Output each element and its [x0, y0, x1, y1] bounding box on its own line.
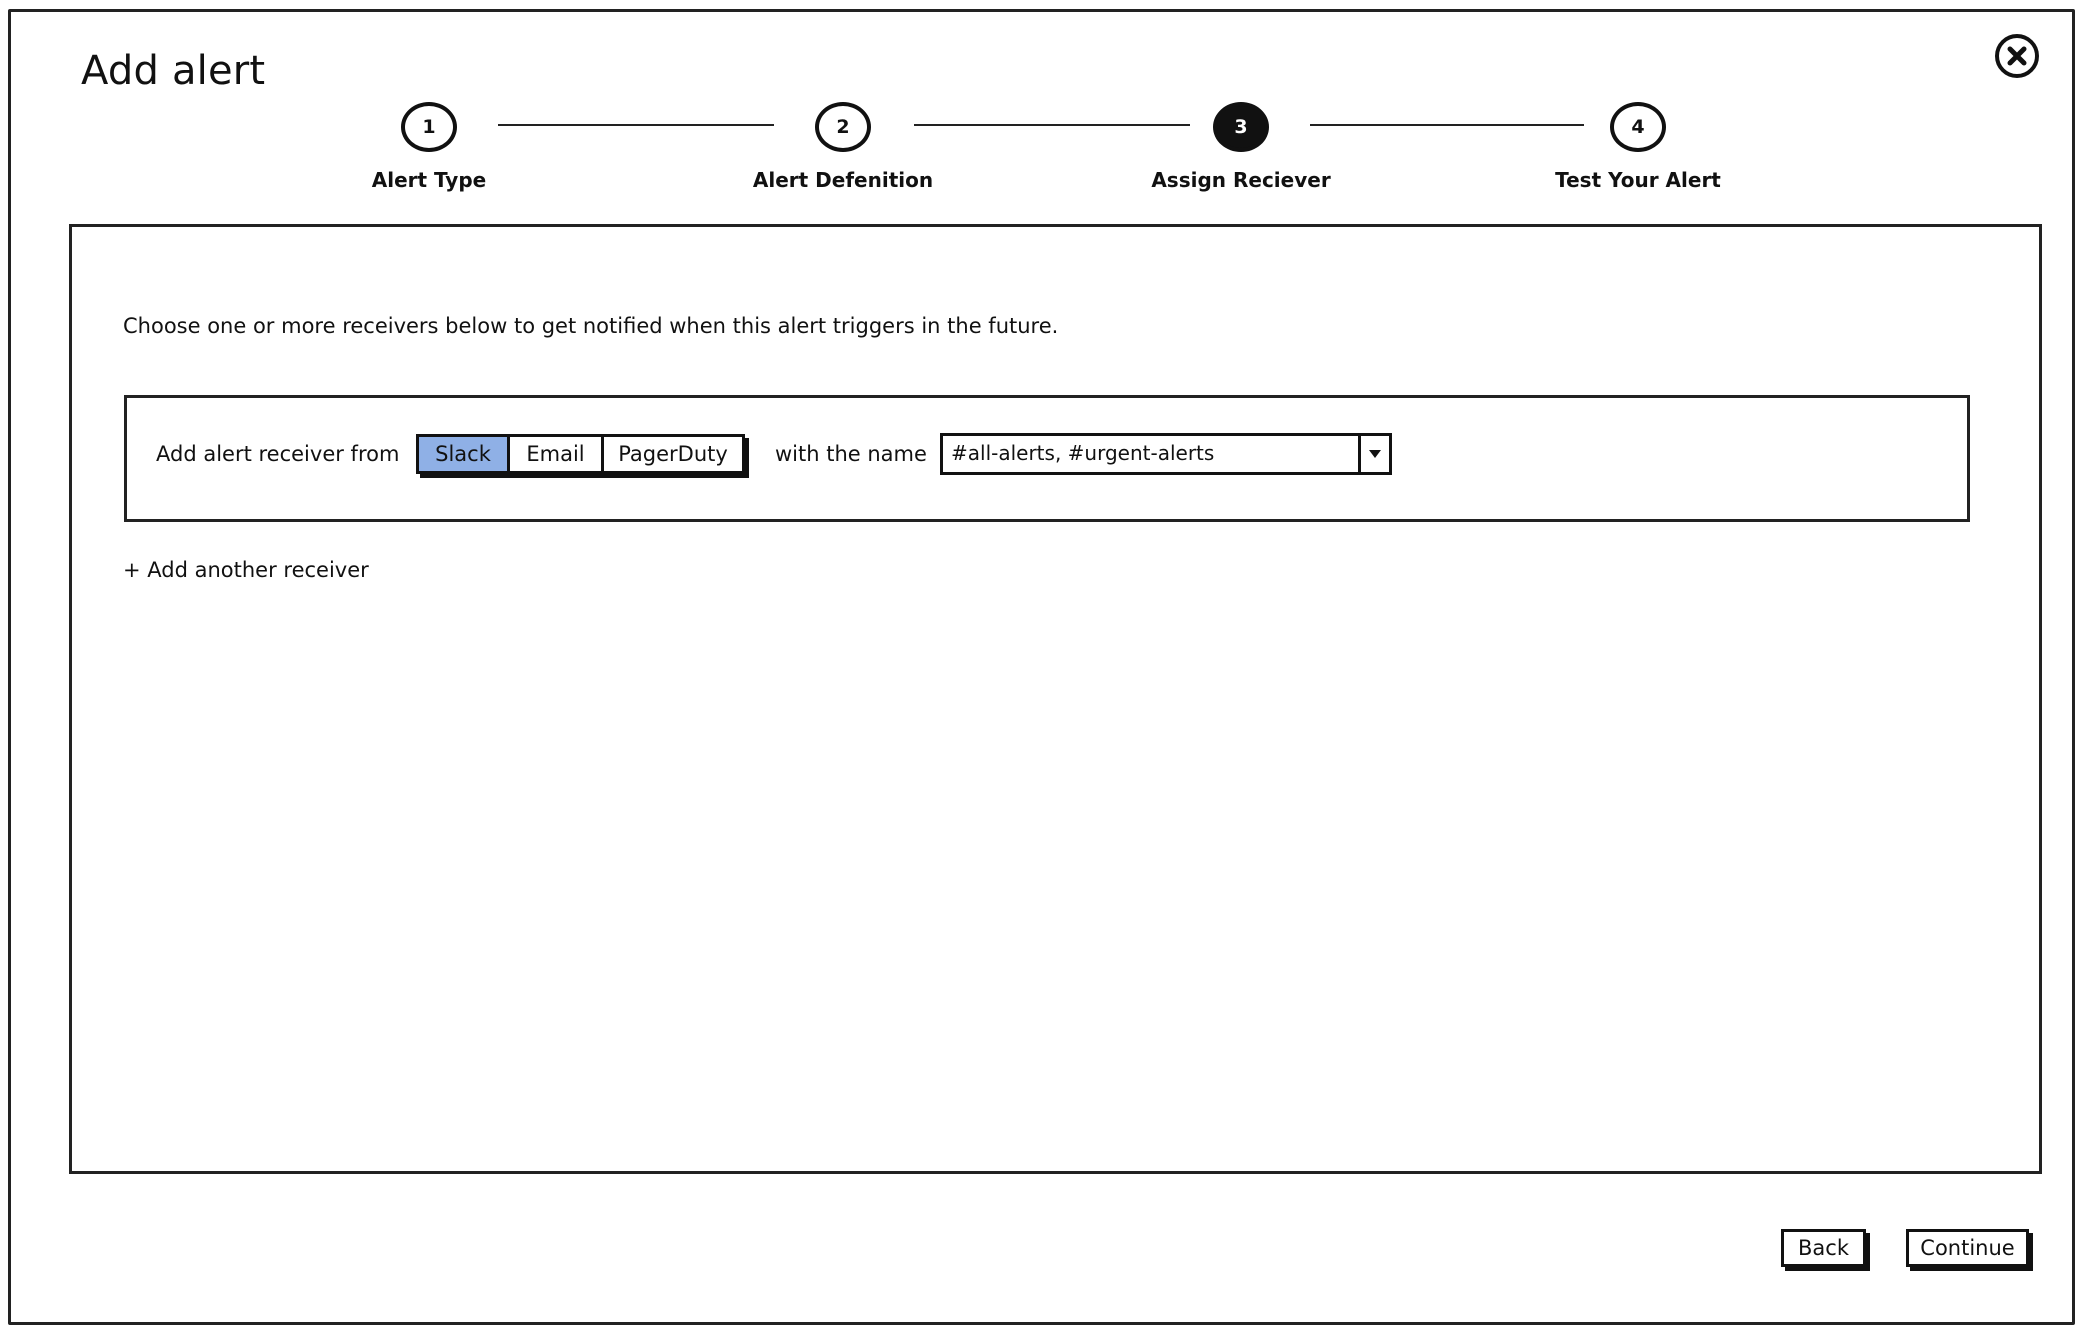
back-button[interactable]: Back: [1781, 1229, 1866, 1267]
step-2[interactable]: [733, 102, 953, 192]
continue-button[interactable]: Continue: [1906, 1229, 2029, 1267]
step-number-badge: 3: [1213, 102, 1269, 152]
source-option-slack[interactable]: Slack: [419, 437, 510, 471]
instructions-text: Choose one or more receivers below to get notified when this alert triggers in the future.: [123, 314, 1059, 338]
step-label: Alert Defenition: [752, 168, 934, 192]
receiver-source-selector: [416, 434, 745, 474]
source-option-pagerduty[interactable]: PagerDuty: [604, 437, 742, 471]
step-1[interactable]: [319, 102, 539, 192]
step-number-badge: 2: [815, 102, 871, 152]
source-option-email[interactable]: Email: [510, 437, 604, 471]
close-icon: [2006, 45, 2028, 67]
step-label: Assign Reciever: [1151, 168, 1331, 192]
close-button[interactable]: [1995, 34, 2039, 78]
dropdown-button[interactable]: [1358, 436, 1389, 472]
receiver-source-label: Add alert receiver from: [156, 442, 400, 466]
step-label: Alert Type: [371, 168, 487, 192]
receiver-name-combobox[interactable]: [940, 433, 1392, 475]
add-another-receiver-link[interactable]: + Add another receiver: [123, 558, 369, 582]
content-panel: [69, 224, 2042, 1174]
step-number-badge: 1: [401, 102, 457, 152]
step-3[interactable]: [1131, 102, 1351, 192]
receiver-name-label: with the name: [775, 442, 927, 466]
step-label: Test Your Alert: [1555, 168, 1721, 192]
dialog-title: Add alert: [81, 48, 266, 94]
step-number-badge: 4: [1610, 102, 1666, 152]
receiver-name-value[interactable]: #all-alerts, #urgent-alerts: [951, 441, 1215, 465]
caret-down-icon: [1368, 449, 1382, 459]
step-4[interactable]: [1528, 102, 1748, 192]
